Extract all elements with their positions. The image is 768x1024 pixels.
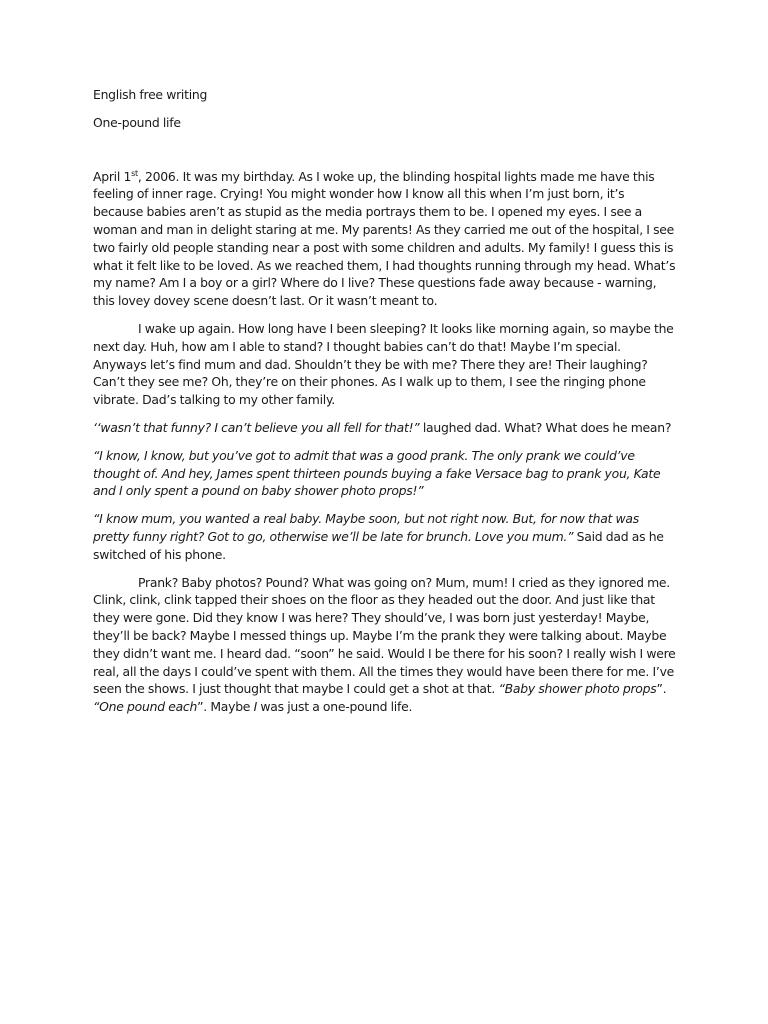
subject-line: English free writing bbox=[93, 87, 208, 102]
paragraph-6-text: was just a one-pound life. bbox=[256, 699, 413, 715]
dialogue-quote: “I know, I know, but you’ve got to admit that was a good prank. The only prank we could’ve thought of. And hey, James spent thirteen pounds buying a fake Versace bag to prank you, Kate and I only spent a pound on baby shower photo props!” bbox=[93, 447, 661, 499]
paragraph-1 bbox=[93, 168, 677, 310]
paragraph-6-text: ”. bbox=[656, 681, 667, 697]
paragraph-5-text: Said dad as he switched of his phone. bbox=[93, 528, 664, 562]
paragraph-6-text: Prank? Baby photos? Pound? What was going on? Mum, mum! I cried as they ignored me. Clink, clink, clink tapped their shoes on the floor as they headed out the door. And just like that they were gone. Did they know I was here? They should’ve, I was born just yesterday! Maybe, they’ll be back? Maybe I messed things up. Maybe I’m the prank they were talking about. Maybe they didn’t want me. I heard dad. “soon” he said. Would I be there for his soon? I really wish I were real, all the days I could’ve spent with them. All the times they would have been there for me. I’ve seen the shows. I just thought that maybe I could get a shot at that. bbox=[93, 574, 676, 697]
document-body bbox=[93, 86, 677, 726]
paragraph-4 bbox=[93, 447, 677, 500]
dialogue-quote: “I know mum, you wanted a real baby. Maybe soon, but not right now. But, for now that was pretty funny right? Got to go, otherwise we’ll be late for brunch. Love you mum.” bbox=[93, 511, 639, 544]
date-superscript: st bbox=[131, 168, 138, 178]
document-title: One-pound life bbox=[93, 114, 181, 130]
paragraph-6 bbox=[93, 574, 677, 716]
paragraph-5 bbox=[93, 510, 677, 563]
paragraph-1-text: , 2006. It was my birthday. As I woke up, the blinding hospital lights made me have this feeling of inner rage. Crying! You might wonder how I know all this when I’m just born, it’s because babies aren’t as stupid as the media portrays them to be. I opened my eyes. I see a woman and man in delight staring at me. My parents! As they carried me out of the hospital, I see two fairly old people standing near a post with some children and adults. My family! I guess this is what it felt like to be loved. As we reached them, I had thoughts running through my head. What’s my name? Am I a boy or a girl? Where do I live? These questions fade away because - warning, this lovey dovey scene doesn’t last. Or it wasn’t meant to. bbox=[93, 168, 676, 309]
date-text: April 1 bbox=[93, 168, 132, 184]
italic-phrase: “Baby shower photo props bbox=[498, 681, 657, 697]
italic-phrase: “One pound each bbox=[93, 699, 198, 715]
paragraph-3 bbox=[93, 419, 677, 437]
italic-phrase: I bbox=[253, 699, 257, 715]
paragraph-6-text: ”. Maybe bbox=[197, 699, 254, 715]
paragraph-2: I wake up again. How long have I been sleeping? It looks like morning again, so maybe the next day. Huh, how am I able to stand? I thought babies can’t do that! Maybe I’m special. Anyways let’s find mum and dad. Shouldn’t they be with me? There they are! Their laughing? Can’t they see me? Oh, they’re on their phones. As I walk up to them, I see the ringing phone vibrate. Dad’s talking to my other family. bbox=[93, 320, 674, 408]
dialogue-quote: ‘‘wasn’t that funny? I can’t believe you all fell for that!” bbox=[93, 419, 420, 435]
paragraph-3-text: laughed dad. What? What does he mean? bbox=[419, 419, 672, 435]
